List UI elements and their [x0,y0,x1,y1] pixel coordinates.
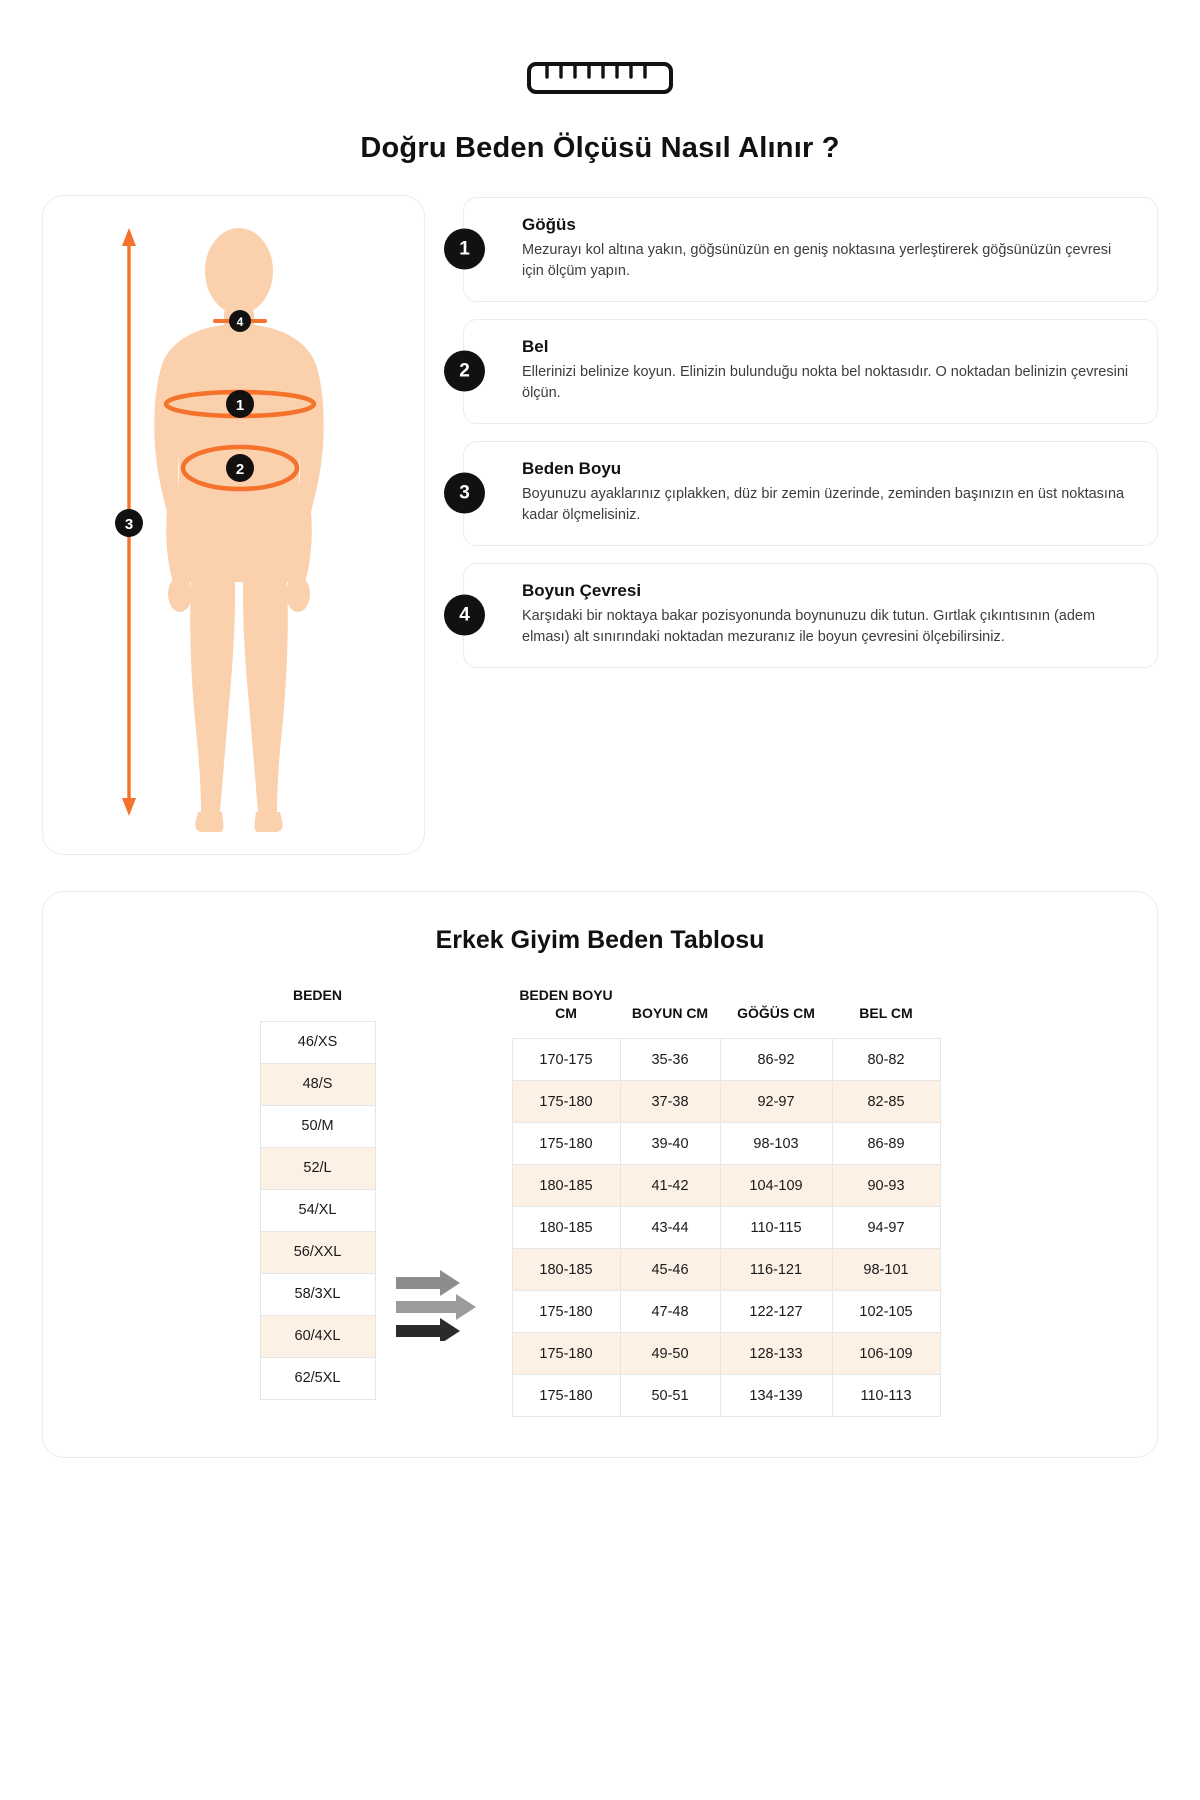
measure-cell: 94-97 [832,1207,940,1249]
step-number-badge-4: 4 [444,595,485,636]
step-text-3: Boyunuzu ayaklarınız çıplakken, düz bir zemin üzerinde, zeminden başınızın en üst noktasına kadar ölçmelisiniz. [522,485,1125,524]
size-table-row [43,981,1157,1417]
measure-cell: 104-109 [720,1165,832,1207]
measure-cell: 134-139 [720,1375,832,1417]
measurement-guide-section [0,165,1200,855]
measure-cell: 80-82 [832,1039,940,1081]
size-cell: 56/XXL [260,1231,375,1273]
table-row [512,1039,940,1081]
measure-cell: 92-97 [720,1081,832,1123]
measure-cell: 175-180 [512,1333,620,1375]
table-row [260,1231,375,1273]
measure-header-2: GÖĞÜS CM [737,1004,815,1021]
measure-cell: 41-42 [620,1165,720,1207]
step-text-2: Ellerinizi belinize koyun. Elinizin bulunduğu nokta bel noktasıdır. O noktadan belinizin çevresini ölçün. [522,363,1129,402]
size-table-card [42,891,1158,1458]
measure-header-1: BOYUN CM [631,1004,709,1021]
measure-cell: 45-46 [620,1249,720,1291]
table-row [512,1207,940,1249]
table-row [512,1165,940,1207]
measure-header-0: BEDEN BOYU CM [519,987,613,1021]
measure-cell: 98-103 [720,1123,832,1165]
step-item-2 [459,319,1158,424]
body-figure [43,196,424,854]
measure-cell: 86-89 [832,1123,940,1165]
ruler-icon [526,58,674,98]
table-row [260,1021,375,1063]
measure-cell: 110-113 [832,1375,940,1417]
svg-text:1: 1 [235,397,245,414]
measure-cell: 49-50 [620,1333,720,1375]
step-number-badge-3: 3 [444,473,485,514]
measure-cell: 175-180 [512,1081,620,1123]
measure-cell: 98-101 [832,1249,940,1291]
ruler-icon-wrap [0,0,1200,98]
step-item-1 [459,197,1158,302]
table-row [512,1291,940,1333]
measure-cell: 122-127 [720,1291,832,1333]
table-row [512,1081,940,1123]
measure-cell: 50-51 [620,1375,720,1417]
measure-cell: 102-105 [832,1291,940,1333]
measure-cell: 43-44 [620,1207,720,1249]
size-cell: 58/3XL [260,1273,375,1315]
measure-cell: 175-180 [512,1375,620,1417]
measure-cell: 128-133 [720,1333,832,1375]
size-cell: 62/5XL [260,1357,375,1399]
size-cell: 50/M [260,1105,375,1147]
step-title-2: Bel [522,336,549,356]
measurements-table [512,981,941,1417]
step-item-3 [459,441,1158,546]
measure-cell: 180-185 [512,1165,620,1207]
measure-cell: 180-185 [512,1249,620,1291]
step-number-badge-1: 1 [444,229,485,270]
step-text-1: Mezurayı kol altına yakın, göğsünüzün en geniş noktasına yerleştirerek göğsünüzün çevresi için ölçüm yapın. [522,242,1112,280]
size-column-header: BEDEN [292,987,342,1003]
table-row [260,1357,375,1399]
size-cell: 46/XS [260,1021,375,1063]
measure-cell: 180-185 [512,1207,620,1249]
table-row [260,1063,375,1105]
measure-cell: 47-48 [620,1291,720,1333]
step-text-4: Karşıdaki bir noktaya bakar pozisyonunda boynunuzu dik tutun. Gırtlak çıkıntısının (adem elması) alt sınırındaki noktadan mezuranız ile boyun çevresini ölçebilirsiniz. [522,607,1096,646]
table-row [260,1147,375,1189]
measure-cell: 170-175 [512,1039,620,1081]
steps-list [459,195,1158,668]
measure-cell: 35-36 [620,1039,720,1081]
measure-cell: 175-180 [512,1291,620,1333]
measure-cell: 82-85 [832,1081,940,1123]
measure-cell: 175-180 [512,1123,620,1165]
size-cell: 52/L [260,1147,375,1189]
measure-cell: 110-115 [720,1207,832,1249]
body-figure-card [42,195,425,855]
measure-cell: 90-93 [832,1165,940,1207]
table-row [512,1333,940,1375]
step-title-4: Boyun Çevresi [522,580,642,600]
size-cell: 60/4XL [260,1315,375,1357]
measure-cell: 116-121 [720,1249,832,1291]
table-row [260,1189,375,1231]
size-cell: 54/XL [260,1189,375,1231]
svg-text:3: 3 [124,516,134,533]
triple-arrow-right-icon [390,1269,498,1341]
step-title-1: Göğüs [522,215,576,234]
table-row [512,1123,940,1165]
table-row [512,1375,940,1417]
size-table-title: Erkek Giyim Beden Tablosu [435,926,765,954]
measure-cell: 86-92 [720,1039,832,1081]
size-cell: 48/S [260,1063,375,1105]
measure-cell: 37-38 [620,1081,720,1123]
svg-text:2: 2 [235,461,245,478]
step-item-4 [459,563,1158,668]
size-column-table [260,981,376,1400]
measure-header-3: BEL CM [859,1004,913,1021]
step-title-3: Beden Boyu [522,458,622,478]
table-row [512,1249,940,1291]
measure-cell: 106-109 [832,1333,940,1375]
measure-cell: 39-40 [620,1123,720,1165]
table-row [260,1315,375,1357]
step-number-badge-2: 2 [444,351,485,392]
svg-text:4: 4 [236,315,244,329]
table-row [260,1273,375,1315]
page-title: Doğru Beden Ölçüsü Nasıl Alınır ? [360,132,840,164]
arrows-spacer [376,981,512,1417]
table-row [260,1105,375,1147]
